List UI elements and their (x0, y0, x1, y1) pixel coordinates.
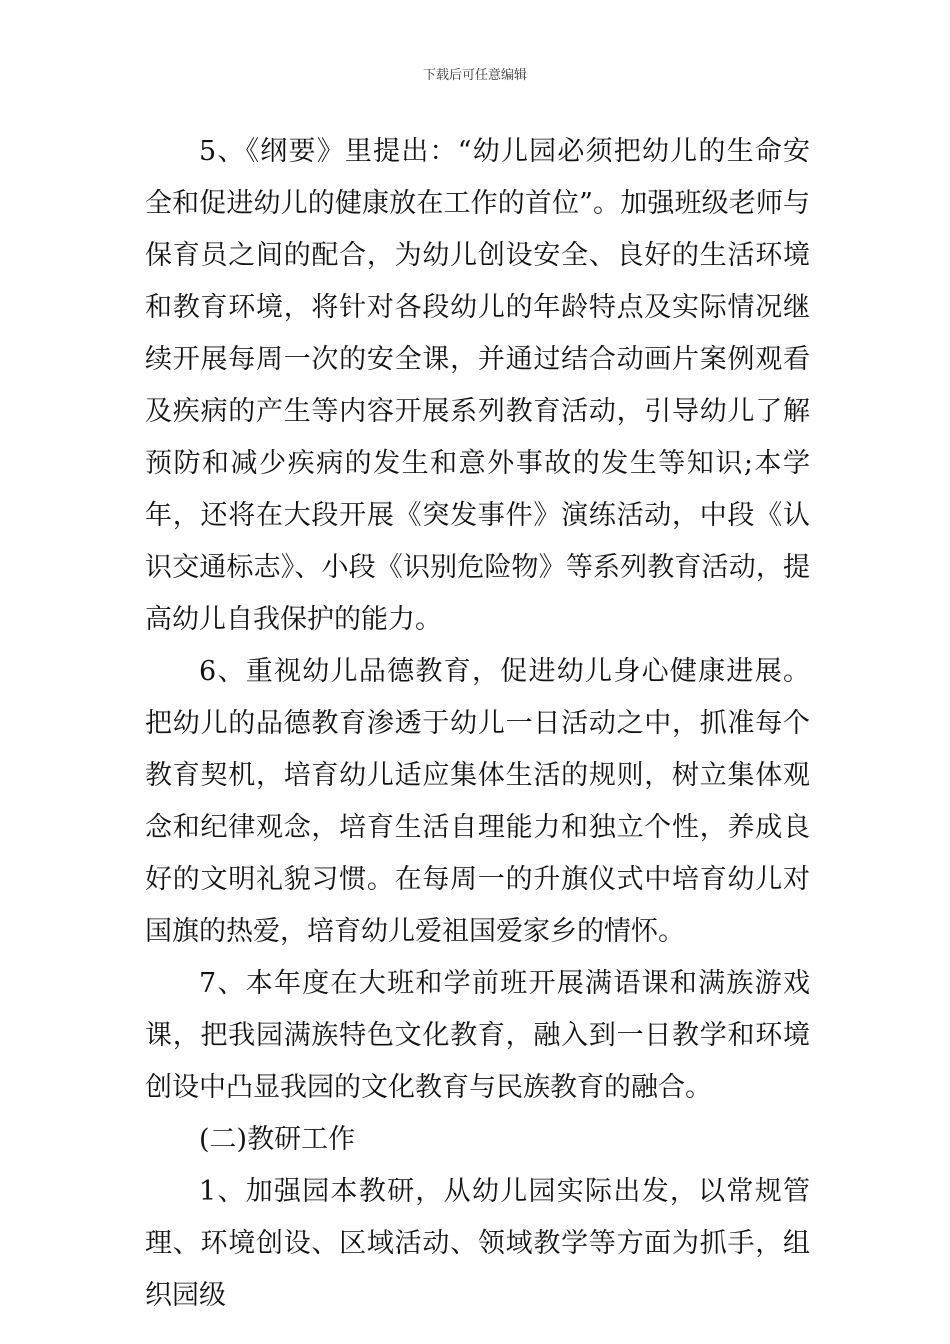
paragraph-item-6: 6、重视幼儿品德教育，促进幼儿身心健康进展。把幼儿的品德教育渗透于幼儿一日活动之中，抓准每个教育契机，培育幼儿适应集体生活的规则，树立集体观念和纪律观念，培育生活自理能力和独立个性，养成良好的文明礼貌习惯。在每周一的升旗仪式中培育幼儿对国旗的热爱，培育幼儿爱祖国爱家乡的情怀。 (145, 656, 810, 947)
paragraph-item-7: 7、本年度在大班和学前班开展满语课和满族游戏课，把我园满族特色文化教育，融入到一日教学和环境创设中凸显我园的文化教育与民族教育的融合。 (145, 968, 810, 1103)
section-heading-research: (二)教研工作 (199, 1124, 356, 1155)
paragraph-research-1: 1、加强园本教研，从幼儿园实际出发，以常规管理、环境创设、区域活动、领域教学等方面为抓手，组织园级 (145, 1176, 810, 1311)
document-body (145, 126, 810, 1322)
page-header-note: 下载后可任意编辑 (422, 68, 527, 83)
paragraph-item-5: 5、《纲要》里提出：“幼儿园必须把幼儿的生命安全和促进幼儿的健康放在工作的首位”。加强班级老师与保育员之间的配合，为幼儿创设安全、良好的生活环境和教育环境，将针对各段幼儿的年龄特点及实际情况继续开展每周一次的安全课，并通过结合动画片案例观看及疾病的产生等内容开展系列教育活动，引导幼儿了解预防和减少疾病的发生和意外事故的发生等知识;本学年，还将在大段开展《突发事件》演练活动，中段《认识交通标志》、小段《识别危险物》等系列教育活动，提高幼儿自我保护的能力。 (145, 136, 810, 635)
